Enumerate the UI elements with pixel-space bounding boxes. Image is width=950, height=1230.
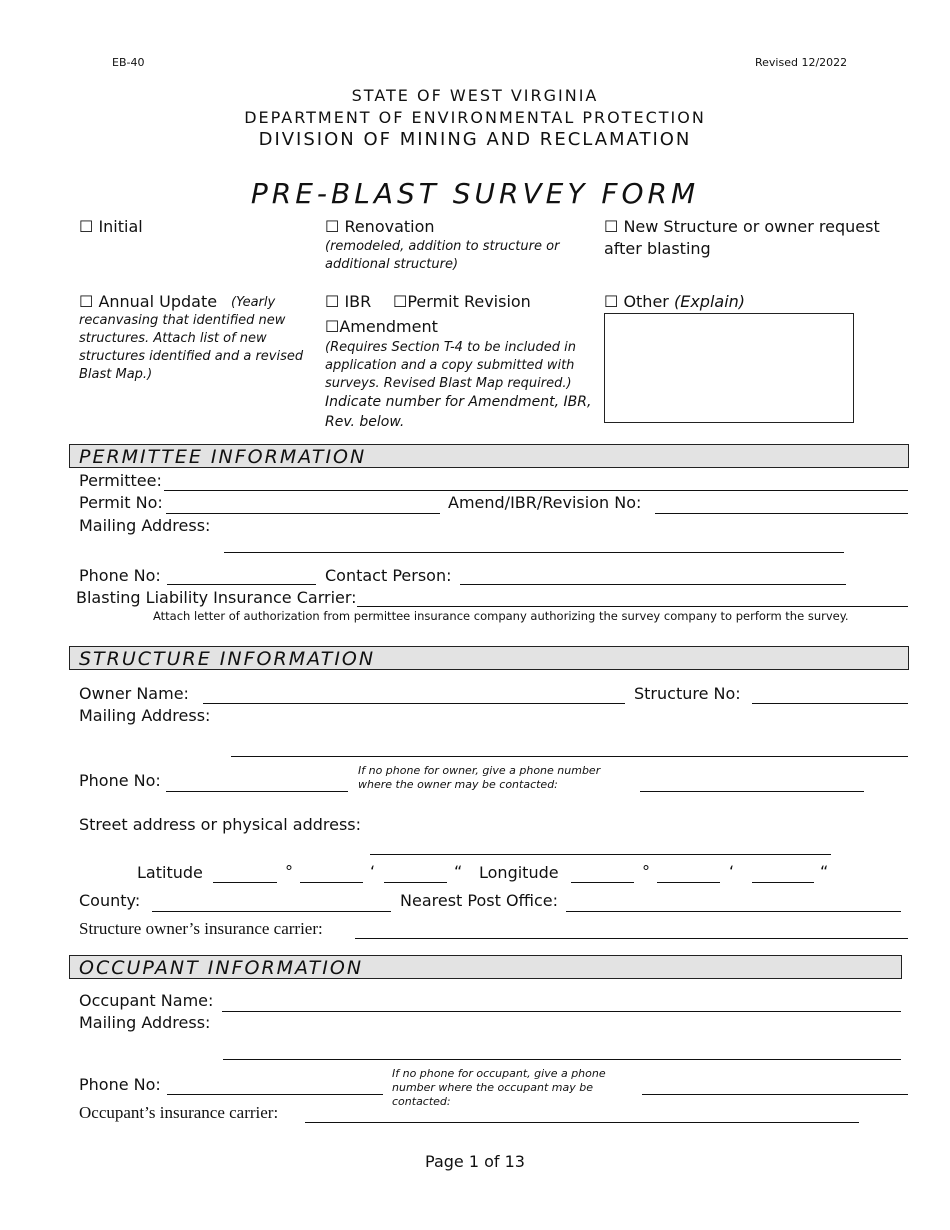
longitude-degrees-field[interactable] — [571, 882, 634, 883]
longitude-minutes-field[interactable] — [657, 882, 720, 883]
owner-phone-note: If no phone for owner, give a phone number where the owner may be contacted: — [358, 764, 601, 791]
renovation-option[interactable]: ☐ Renovation — [325, 217, 435, 236]
permittee-phone-field[interactable] — [167, 584, 316, 585]
structure-section-header: STRUCTURE INFORMATION — [69, 646, 909, 670]
ibr-option[interactable]: ☐ IBR — [325, 292, 372, 311]
structure-no-label: Structure No: — [634, 684, 741, 703]
contact-person-label: Contact Person: — [325, 566, 452, 585]
second-symbol: “ — [820, 862, 829, 881]
revised-date: Revised 12/2022 — [755, 56, 848, 69]
renovation-note: (remodeled, addition to structure or additional structure) — [325, 239, 560, 272]
occupant-phone-label: Phone No: — [79, 1075, 161, 1094]
occupant-mailing-field[interactable] — [223, 1059, 901, 1060]
department-name: DEPARTMENT OF ENVIRONMENTAL PROTECTION — [244, 108, 706, 127]
blasting-insurance-field[interactable] — [357, 606, 908, 607]
occupant-phone-field[interactable] — [167, 1094, 383, 1095]
permittee-field[interactable] — [164, 490, 908, 491]
form-title: PRE-BLAST SURVEY FORM — [250, 177, 700, 210]
permittee-phone-label: Phone No: — [79, 566, 161, 585]
occupant-phone-note: If no phone for occupant, give a phone number where the occupant may be contacted: — [392, 1067, 606, 1108]
amendment-instruction: Indicate number for Amendment, IBR, Rev. below. — [325, 394, 592, 430]
annual-update-option[interactable]: ☐ Annual Update — [79, 292, 218, 311]
checkbox-icon[interactable]: ☐ — [325, 217, 340, 236]
structure-no-field[interactable] — [752, 703, 908, 704]
permittee-mailing-label: Mailing Address: — [79, 516, 211, 535]
contact-person-field[interactable] — [460, 584, 846, 585]
latitude-degrees-field[interactable] — [213, 882, 277, 883]
insurance-note: Attach letter of authorization from permittee insurance company authorizing the survey company to perform the survey. — [153, 609, 849, 623]
latitude-seconds-field[interactable] — [384, 882, 447, 883]
initial-option[interactable]: ☐ Initial — [79, 217, 143, 236]
form-code: EB-40 — [112, 56, 145, 69]
permit-revision-option[interactable]: ☐Permit Revision — [393, 292, 531, 311]
county-field[interactable] — [152, 911, 391, 912]
owner-name-field[interactable] — [203, 703, 625, 704]
longitude-label: Longitude — [479, 863, 559, 882]
occupant-name-field[interactable] — [222, 1011, 901, 1012]
occupant-name-label: Occupant Name: — [79, 991, 214, 1010]
checkbox-icon[interactable]: ☐ — [325, 292, 340, 311]
checkbox-icon[interactable]: ☐ — [79, 217, 94, 236]
owner-phone-label: Phone No: — [79, 771, 161, 790]
structure-mailing-field[interactable] — [231, 756, 908, 757]
other-option[interactable]: ☐ Other (Explain) — [604, 292, 746, 311]
structure-mailing-label: Mailing Address: — [79, 706, 211, 725]
checkbox-icon[interactable]: ☐ — [79, 292, 94, 311]
owner-phone-field[interactable] — [166, 791, 348, 792]
post-office-label: Nearest Post Office: — [400, 891, 559, 910]
checkbox-icon[interactable]: ☐ — [393, 292, 408, 311]
amend-no-label: Amend/IBR/Revision No: — [448, 493, 642, 512]
amendment-note: (Requires Section T-4 to be included in application and a copy submitted with surveys. Revised Blast Map required.) — [325, 340, 576, 391]
occupant-section-header: OCCUPANT INFORMATION — [69, 955, 902, 979]
new-structure-option[interactable]: ☐ New Structure or owner request — [604, 217, 880, 236]
new-structure-label-2: after blasting — [604, 239, 711, 258]
other-explain-box[interactable] — [604, 313, 854, 423]
permittee-section-header: PERMITTEE INFORMATION — [69, 444, 909, 468]
owner-name-label: Owner Name: — [79, 684, 189, 703]
permittee-label: Permittee: — [79, 471, 162, 490]
state-name: STATE OF WEST VIRGINIA — [351, 86, 599, 105]
street-address-label: Street address or physical address: — [79, 815, 362, 834]
longitude-seconds-field[interactable] — [752, 882, 814, 883]
minute-symbol: ‘ — [370, 862, 376, 881]
occupant-alt-phone-field[interactable] — [642, 1094, 908, 1095]
division-name: DIVISION OF MINING AND RECLAMATION — [258, 129, 692, 150]
county-label: County: — [79, 891, 141, 910]
latitude-minutes-field[interactable] — [300, 882, 363, 883]
checkbox-icon[interactable]: ☐ — [604, 292, 619, 311]
latitude-label: Latitude — [137, 863, 203, 882]
occupant-insurance-label: Occupant’s insurance carrier: — [79, 1103, 279, 1122]
permit-no-label: Permit No: — [79, 493, 163, 512]
minute-symbol: ‘ — [729, 862, 735, 881]
checkbox-icon[interactable]: ☐ — [325, 317, 340, 336]
amend-no-field[interactable] — [655, 513, 908, 514]
permit-no-field[interactable] — [166, 513, 440, 514]
owner-insurance-label: Structure owner’s insurance carrier: — [79, 919, 323, 938]
blasting-insurance-label: Blasting Liability Insurance Carrier: — [76, 588, 357, 607]
degree-symbol: ° — [285, 862, 293, 881]
post-office-field[interactable] — [566, 911, 901, 912]
occupant-insurance-field[interactable] — [305, 1122, 859, 1123]
checkbox-icon[interactable]: ☐ — [604, 217, 619, 236]
owner-alt-phone-field[interactable] — [640, 791, 864, 792]
permittee-mailing-field[interactable] — [224, 552, 844, 553]
amendment-option[interactable]: ☐Amendment — [325, 317, 438, 336]
owner-insurance-field[interactable] — [355, 938, 908, 939]
occupant-mailing-label: Mailing Address: — [79, 1013, 211, 1032]
degree-symbol: ° — [642, 862, 650, 881]
annual-update-note: (Yearly recanvasing that identified new structures. Attach list of new structures identified and a revised Blast Map.) — [79, 295, 304, 382]
second-symbol: “ — [454, 862, 463, 881]
page-number: Page 1 of 13 — [425, 1152, 525, 1171]
street-address-field[interactable] — [370, 854, 831, 855]
